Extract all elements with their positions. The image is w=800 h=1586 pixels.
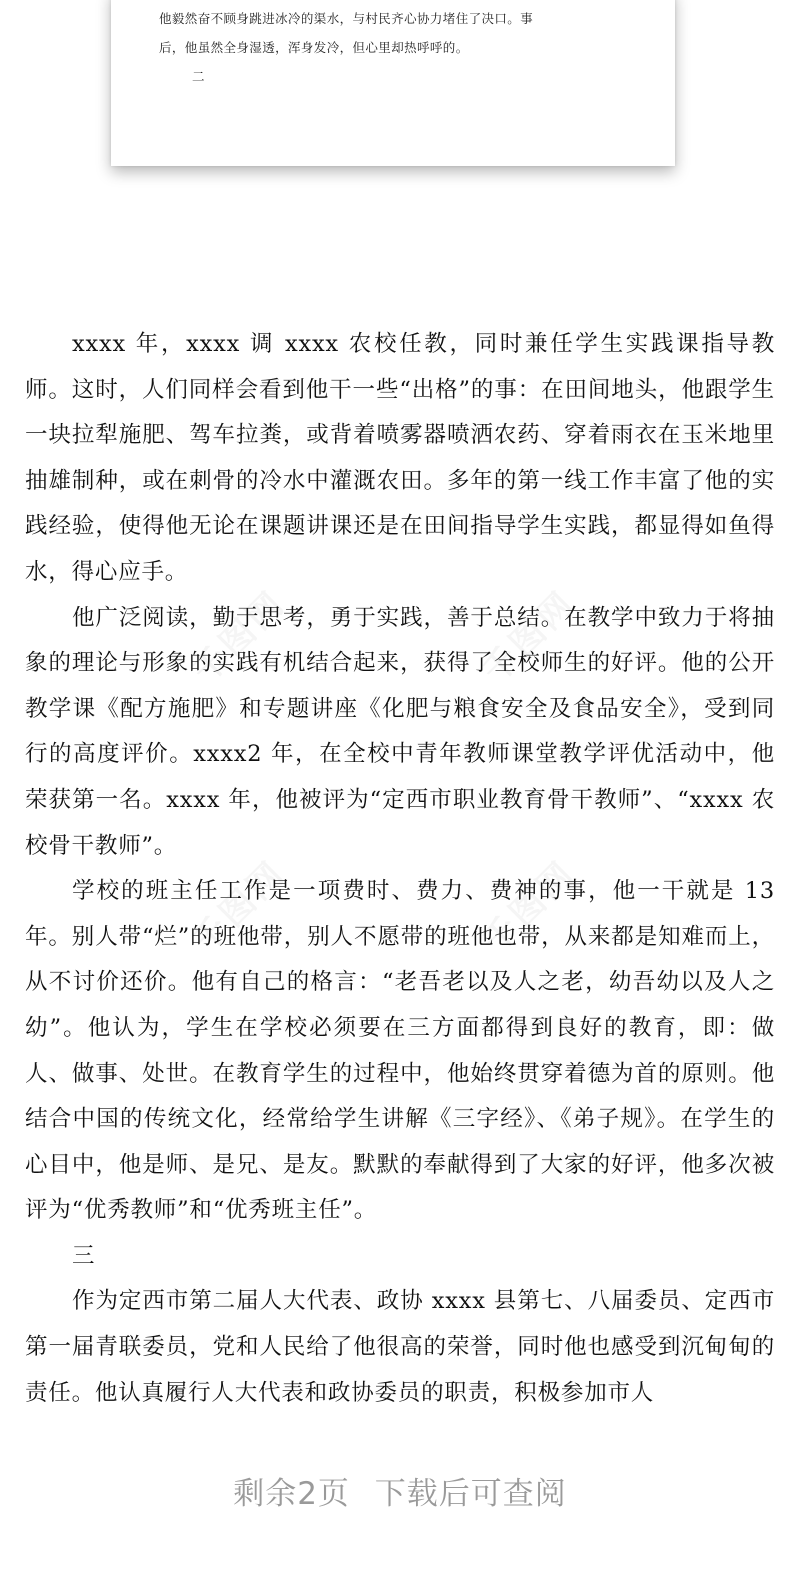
paragraph: 学校的班主任工作是一项费时、费力、费神的事，他一干就是 13 年。别人带“烂”的班他带，别人不愿带的班他也带，从来都是知难而上，从不讨价还价。他有自己的格言：“老吾老以及人之老，幼吾幼以及人之幼”。他认为，学生在学校必须要在三方面都得到良好的教育，即：做人、做事、处世。在教育学生的过程中，他始终贯穿着德为首的原则。他结合中国的传统文化，经常给学生讲解《三字经》、《弟子规》。在学生的心目中，他是师、是兄、是友。默默的奉献得到了大家的好评，他多次被评为“优秀教师”和“优秀班主任”。 xyxy=(25,878,775,1224)
paragraph: xxxx 年，xxxx 调 xxxx 农校任教，同时兼任学生实践课指导教师。这时，人们同样会看到他干一些“出格”的事：在田间地头，他跟学生一块拉犁施肥、驾车拉粪，或背着喷雾器喷洒农药、穿着雨衣在玉米地里抽雄制种，或在刺骨的冷水中灌溉农田。多年的第一线工作丰富了他的实践经验，使得他无论在课题讲课还是在田间指导学生实践，都显得如鱼得水，得心应手。 xyxy=(25,331,775,585)
page-preview-card xyxy=(111,0,675,166)
paragraph: 他广泛阅读，勤于思考，勇于实践，善于总结。在教学中致力于将抽象的理论与形象的实践有机结合起来，获得了全校师生的好评。他的公开教学课《配方施肥》和专题讲座《化肥与粮食安全及食品安全》，受到同行的高度评价。xxxx2 年，在全校中青年教师课堂教学评优活动中，他荣获第一名。xxxx 年，他被评为“定西市职业教育骨干教师”、“xxxx 农校骨干教师”。 xyxy=(25,604,775,859)
watermark: 千图网 xyxy=(475,852,584,962)
download-hint-label: 下载后可查阅 xyxy=(374,1476,567,1512)
remaining-pages-notice[interactable] xyxy=(0,1468,800,1513)
watermark: 千图网 xyxy=(185,582,294,692)
preview-line: 后，他虽然全身湿透，浑身发冷，但心里却热呼呼的。 xyxy=(159,40,469,55)
preview-line: 他毅然奋不顾身跳进冰冷的渠水，与村民齐心协力堵住了决口。事 xyxy=(159,11,534,26)
watermark: 千图网 xyxy=(475,582,584,692)
preview-section-heading: 二 xyxy=(192,69,205,84)
paragraph: 作为定西市第二届人大代表、政协 xxxx 县第七、八届委员、定西市第一届青联委员，党和人民给了他很高的荣誉，同时他也感受到沉甸甸的责任。他认真履行人大代表和政协委员的职责，积极参加市人 xyxy=(25,1288,775,1406)
watermark: 千图网 xyxy=(185,852,294,962)
section-heading: 三 xyxy=(72,1242,96,1269)
remaining-pages-label: 剩余2页 xyxy=(233,1476,350,1512)
preview-text xyxy=(159,4,629,91)
document-body xyxy=(25,322,775,1416)
